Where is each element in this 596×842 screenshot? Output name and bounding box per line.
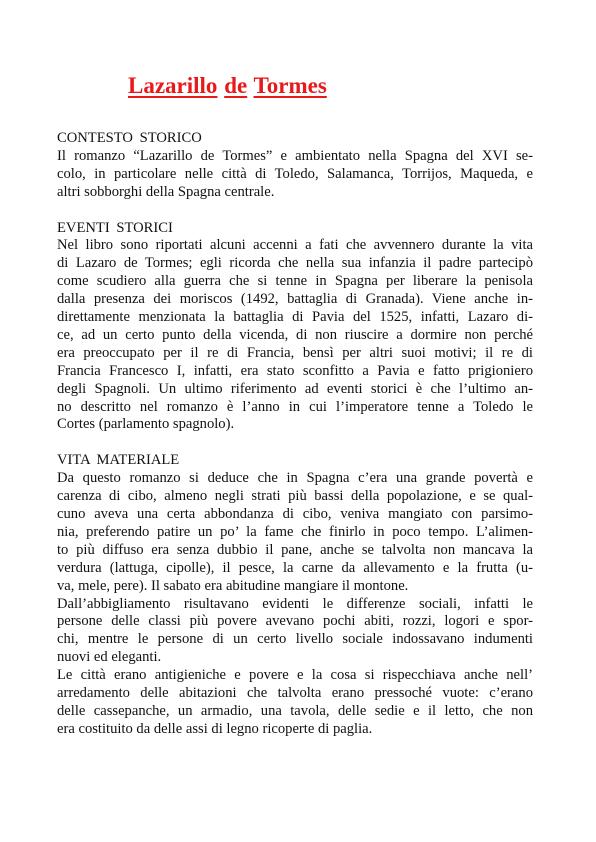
section xyxy=(57,452,533,739)
text-line: Dall’abbigliamento risultavano evidenti le differenze sociali, infatti le xyxy=(57,595,533,612)
document-title xyxy=(128,72,327,100)
title-word: de xyxy=(224,73,248,98)
text-line: Le città erano antigieniche e povere e la cosa si rispecchiava anche nell’ xyxy=(57,667,533,684)
text-line: degli Spagnoli. Un ultimo riferimento ad eventi storici è che l’ultimo an- xyxy=(57,380,533,397)
text-line: colo, in particolare nelle città di Toledo, Salamanca, Torrijos, Maqueda, e xyxy=(57,165,533,182)
section-heading: EVENTI STORICI xyxy=(57,219,173,236)
title-word: Tormes xyxy=(253,73,327,98)
text-line: cuno aveva una certa abbondanza di cibo, veniva mangiato con parsimo- xyxy=(57,506,533,522)
text-line: Cortes (parlamento spagnolo). xyxy=(57,416,235,433)
section xyxy=(57,130,533,202)
text-line: ce, ad un certo punto della vicenda, di non riuscire a dormire non perché xyxy=(57,326,533,343)
section xyxy=(57,220,533,435)
text-line: era preoccupato per il re di Francia, bensì per altri suoi motivi; il re di xyxy=(57,344,533,361)
title-word: Lazarillo xyxy=(128,73,218,98)
text-line: Da questo romanzo si deduce che in Spagna c’era una grande povertà e xyxy=(57,470,533,487)
text-line: di Lazaro de Tormes; egli ricorda che nella sua infanzia il padre partecipò xyxy=(57,255,533,272)
text-line: delle cassepanche, un armadio, una tavola, delle sedie e il letto, che non xyxy=(57,702,533,719)
text-line: arredamento delle abitazioni che talvolta erano pressoché vuote: c’erano xyxy=(57,685,533,702)
text-line: Il romanzo “Lazarillo de Tormes” e ambientato nella Spagna del XVI se- xyxy=(57,147,533,164)
text-line: nuovi ed eleganti. xyxy=(57,649,162,666)
text-line: come scudiero alla guerra che si tenne in Spagna per liberare la penisola xyxy=(57,273,533,290)
text-line: va, mele, pere). Il sabato era abitudine mangiare il montone. xyxy=(57,577,409,594)
text-line: chi, mentre le persone di un certo livello sociale indossavano indumenti xyxy=(57,631,533,648)
text-line: no descritto nel romanzo è l’anno in cui l’imperatore tenne a Toledo le xyxy=(57,398,533,415)
text-line: carenza di cibo, almeno negli strati più bassi della popolazione, e se qual- xyxy=(57,488,533,505)
text-line: dalla presenza dei moriscos (1492, battaglia di Granada). Viene anche in- xyxy=(57,291,533,308)
text-line: era costituito da delle assi di legno ricoperte di paglia. xyxy=(57,720,373,737)
section-heading: VITA MATERIALE xyxy=(57,452,180,469)
text-line: Nel libro sono riportati alcuni accenni a fati che avvennero durante la vita xyxy=(57,237,533,254)
section-heading: CONTESTO STORICO xyxy=(57,130,202,146)
document-body xyxy=(57,130,533,757)
text-line: to più diffuso era senza dubbio il pane, anche se talvolta non mancava la xyxy=(57,541,533,558)
text-line: nia, preferendo patire un po’ la fame che finirlo in poco tempo. L’alimen- xyxy=(57,523,533,540)
text-line: Francia Francesco I, infatti, era stato sconfitto a Pavia e fatto prigioniero xyxy=(57,362,533,379)
text-line: altri sobborghi della Spagna centrale. xyxy=(57,183,275,200)
text-line: direttamente menzionata la battaglia di Pavia del 1525, infatti, Lazaro di- xyxy=(57,309,533,326)
text-line: verdura (lattuga, cipolle), il pesce, la carne da allevamento e la frutta (u- xyxy=(57,559,533,576)
text-line: persone delle classi più povere avevano pochi abiti, rozzi, logori e spor- xyxy=(57,613,533,630)
